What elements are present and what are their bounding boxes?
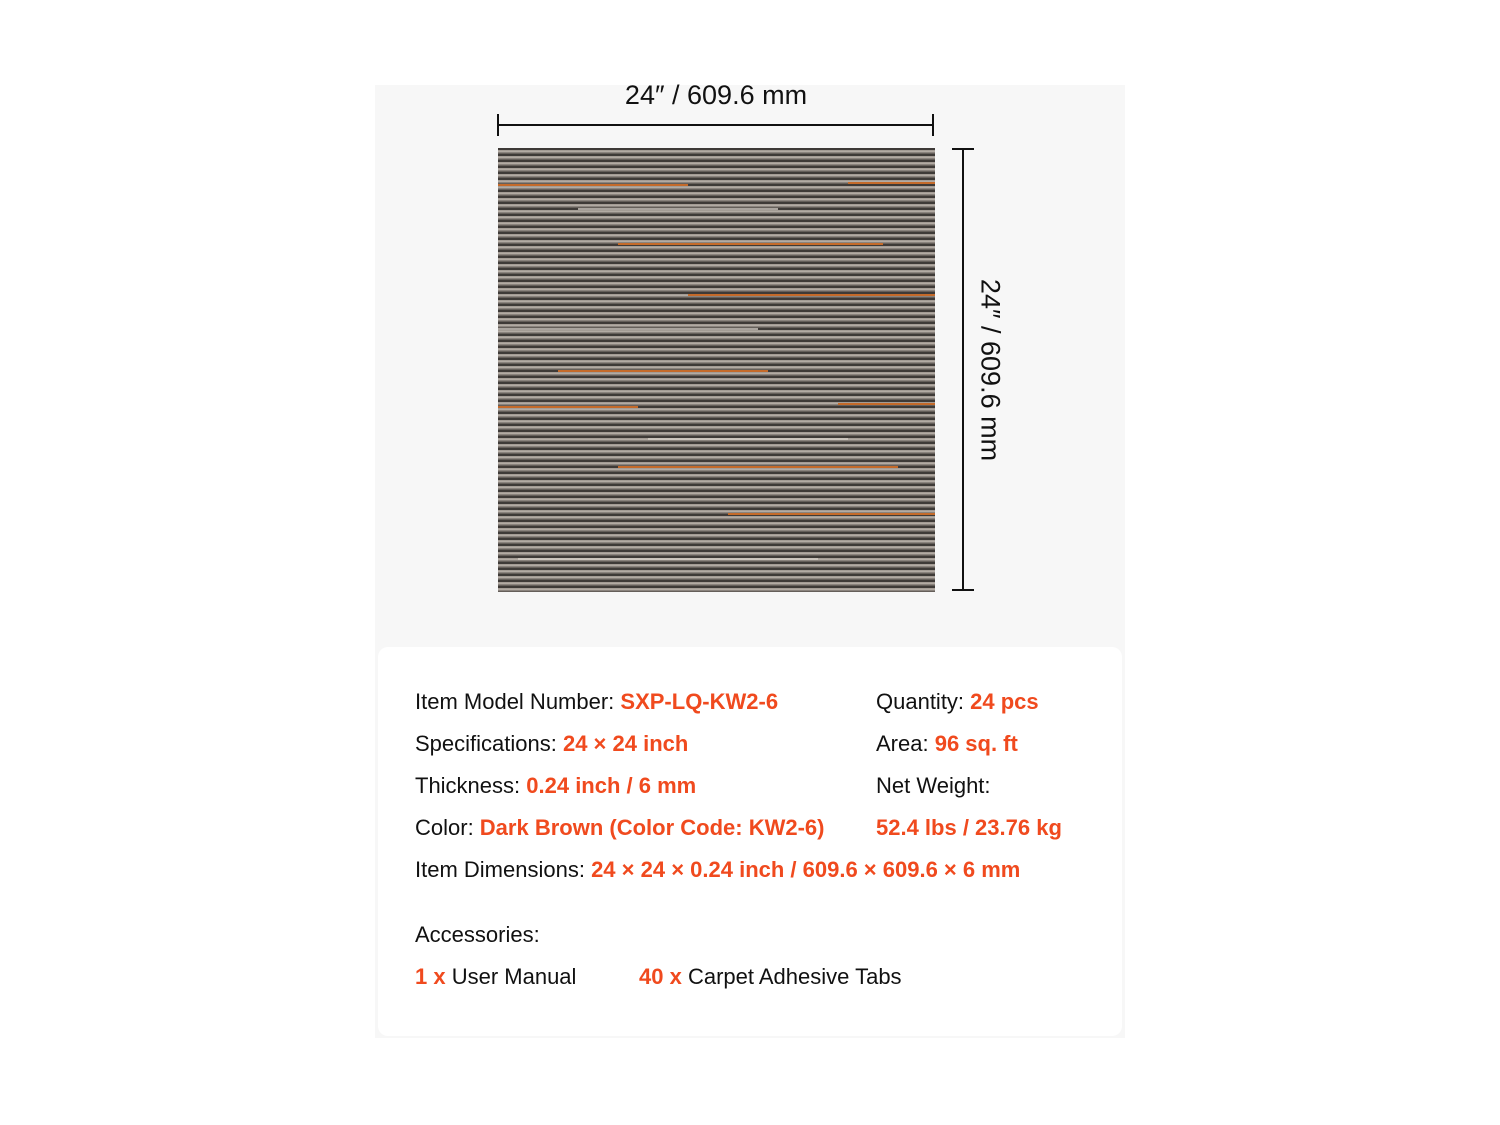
spec-net-weight-value: 52.4 lbs / 23.76 kg <box>876 815 1062 840</box>
width-dimension-label: 24″ / 609.6 mm <box>624 80 808 110</box>
spec-area: Area: 96 sq. ft <box>876 731 1018 756</box>
accessory-item: 1 x User Manual <box>415 964 577 989</box>
height-tick-bottom <box>952 589 974 591</box>
spec-specifications: Specifications: 24 × 24 inch <box>415 731 689 756</box>
width-dimension-line <box>498 124 934 126</box>
accessory-item: 40 x Carpet Adhesive Tabs <box>639 964 902 989</box>
spec-item-dimensions: Item Dimensions: 24 × 24 × 0.24 inch / 609.6 × 609.6 × 6 mm <box>415 857 1021 882</box>
width-tick-right <box>932 114 934 136</box>
spec-net-weight-label: Net Weight: <box>876 773 991 798</box>
width-tick-left <box>497 114 499 136</box>
accessories-title: Accessories: <box>415 922 540 947</box>
height-dimension-label: 24″ / 609.6 mm <box>975 278 1006 462</box>
carpet-tile-image <box>498 148 935 592</box>
spec-color: Color: Dark Brown (Color Code: KW2-6) <box>415 815 825 840</box>
spec-quantity: Quantity: 24 pcs <box>876 689 1039 714</box>
height-tick-top <box>952 148 974 150</box>
spec-thickness: Thickness: 0.24 inch / 6 mm <box>415 773 697 798</box>
height-dimension-line <box>962 148 964 590</box>
spec-model: Item Model Number: SXP-LQ-KW2-6 <box>415 689 779 714</box>
